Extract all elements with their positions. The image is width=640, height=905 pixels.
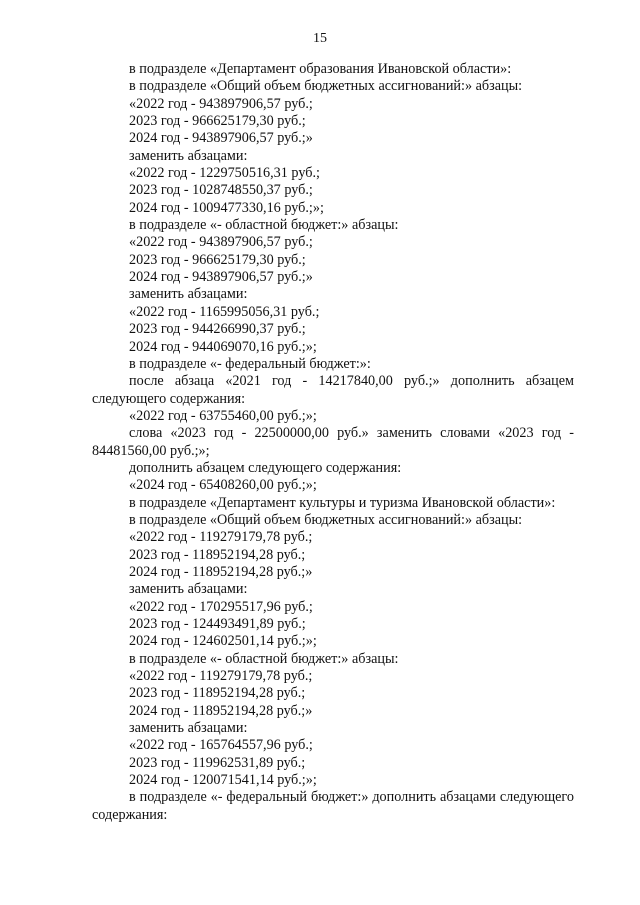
paragraph: заменить абзацами:	[129, 286, 248, 303]
paragraph: в подразделе «- областной бюджет:» абзацы:	[129, 217, 399, 234]
paragraph: 2024 год - 944069070,16 руб.;»;	[129, 338, 317, 355]
paragraph: в подразделе «Департамент образования Ивановской области»:	[129, 61, 512, 77]
paragraph: «2022 год - 165764557,96 руб.;	[129, 737, 313, 754]
paragraph: в подразделе «- областной бюджет:» абзацы:	[129, 650, 399, 667]
paragraph: «2022 год - 943897906,57 руб.;	[129, 234, 313, 251]
paragraph: 2024 год - 1009477330,16 руб.;»;	[129, 199, 324, 216]
paragraph: 2024 год - 943897906,57 руб.;»	[129, 130, 313, 147]
paragraph: в подразделе «Департамент культуры и туризма Ивановской области»:	[129, 494, 556, 511]
paragraph: «2022 год - 1165995056,31 руб.;	[129, 303, 320, 320]
paragraph: «2022 год - 119279179,78 руб.;	[129, 529, 313, 546]
paragraph: «2022 год - 170295517,96 руб.;	[129, 598, 313, 615]
paragraph: после абзаца «2021 год - 14217840,00 руб.;» дополнить абзацем следующего содержания:	[92, 373, 574, 407]
paragraph: заменить абзацами:	[129, 147, 248, 164]
paragraph: в подразделе «- федеральный бюджет:»:	[129, 355, 371, 372]
paragraph: в подразделе «Общий объем бюджетных ассигнований:» абзацы:	[129, 78, 523, 95]
paragraph: 2023 год - 118952194,28 руб.;	[129, 546, 306, 563]
paragraph: в подразделе «- федеральный бюджет:» дополнить абзацами следующего содержания:	[92, 789, 574, 823]
paragraph: «2022 год - 63755460,00 руб.;»;	[129, 407, 317, 424]
paragraph: 2023 год - 944266990,37 руб.;	[129, 321, 306, 338]
paragraph: 2024 год - 118952194,28 руб.;»	[129, 563, 313, 580]
paragraph: «2022 год - 943897906,57 руб.;	[129, 95, 313, 112]
paragraph: 2023 год - 119962531,89 руб.;	[129, 754, 306, 771]
paragraph: 2023 год - 966625179,30 руб.;	[129, 251, 306, 268]
document-body	[92, 61, 574, 824]
paragraph: 2023 год - 124493491,89 руб.;	[129, 616, 306, 632]
paragraph: 2023 год - 966625179,30 руб.;	[129, 113, 306, 130]
paragraph: «2024 год - 65408260,00 руб.;»;	[129, 477, 317, 494]
paragraph: дополнить абзацем следующего содержания:	[129, 459, 402, 476]
page-number: 15	[313, 31, 327, 46]
paragraph: «2022 год - 1229750516,31 руб.;	[129, 165, 320, 182]
paragraph: 2024 год - 124602501,14 руб.;»;	[129, 633, 317, 650]
paragraph: слова «2023 год - 22500000,00 руб.» заменить словами «2023 год - 84481560,00 руб.;»;	[92, 425, 574, 459]
paragraph: 2024 год - 943897906,57 руб.;»	[129, 269, 313, 286]
paragraph: в подразделе «Общий объем бюджетных ассигнований:» абзацы:	[129, 511, 523, 528]
paragraph: 2024 год - 120071541,14 руб.;»;	[129, 772, 317, 789]
paragraph: 2023 год - 118952194,28 руб.;	[129, 685, 306, 702]
paragraph: 2023 год - 1028748550,37 руб.;	[129, 182, 313, 199]
paragraph: «2022 год - 119279179,78 руб.;	[129, 668, 313, 685]
paragraph: заменить абзацами:	[129, 581, 248, 598]
paragraph: заменить абзацами:	[129, 720, 248, 737]
paragraph: 2024 год - 118952194,28 руб.;»	[129, 702, 313, 719]
